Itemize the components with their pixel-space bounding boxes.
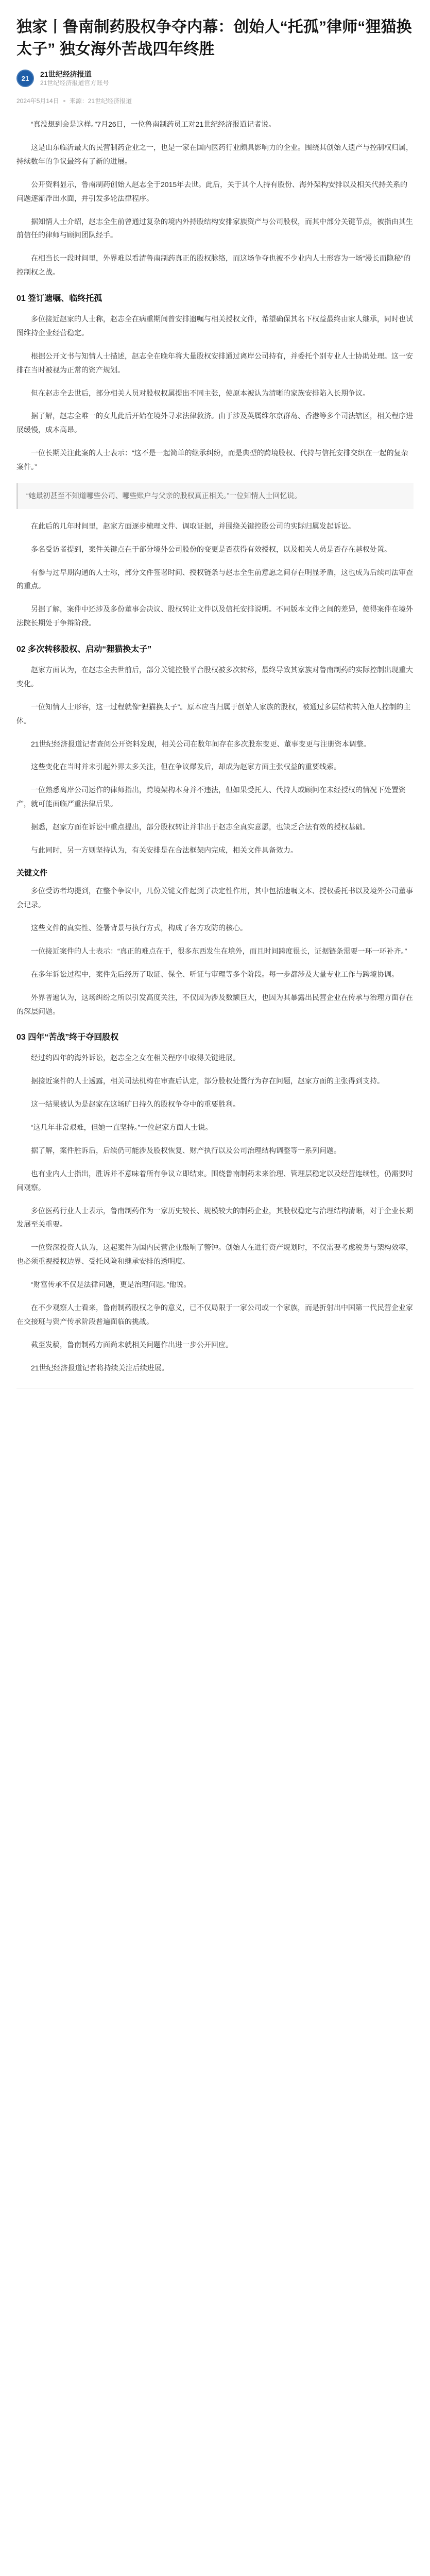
paragraph: 公开资料显示，鲁南制药创始人赵志全于2015年去世。此后，关于其个人持有股份、海外架构安排以及相关代持关系的问题逐渐浮出水面，并引发多轮法律程序。: [16, 180, 408, 202]
paragraph: 在多年诉讼过程中，案件先后经历了取证、保全、听证与审理等多个阶段。每一步都涉及大量专业工作与跨境协调。: [31, 970, 399, 978]
paragraph: 在相当长一段时间里，外界难以看清鲁南制药真正的股权脉络，而这场争夺也被不少业内人士形容为一场“漫长而隐秘”的控制权之战。: [16, 254, 411, 277]
paragraph: 截至发稿，鲁南制药方面尚未就相关问题作出进一步公开回应。: [31, 1340, 233, 1349]
paragraph: 多位医药行业人士表示，鲁南制药作为一家历史较长、规模较大的制药企业，其股权稳定与治理结构清晰，对于企业长期发展至关重要。: [16, 1206, 413, 1229]
paragraph: 21世纪经济报道记者将持续关注后续进展。: [31, 1363, 169, 1372]
paragraph: 经过约四年的海外诉讼，赵志全之女在相关程序中取得关键进展。: [31, 1054, 240, 1062]
paragraph: 根据公开文书与知情人士描述，赵志全在晚年将大量股权安排通过离岸公司持有，并委托个别专业人士协助处理。这一安排在当时被视为正常的资产规划。: [16, 351, 413, 374]
author-row: [16, 70, 414, 87]
author-name[interactable]: 21世纪经济报道: [40, 70, 92, 78]
paragraph: 一位熟悉离岸公司运作的律师指出，跨境架构本身并不违法，但如果受托人、代持人或顾问在未经授权的情况下处置资产，就可能面临严重法律后果。: [16, 786, 406, 808]
paragraph: 多位接近赵家的人士称，赵志全在病重期间曾安排遗嘱与相关授权文件，希望确保其名下权益最终由家人继承，同时也试图维持企业经营稳定。: [16, 315, 413, 337]
paragraph: 有参与过早期沟通的人士称，部分文件签署时间、授权链条与赵志全生前意愿之间存在明显矛盾，这也成为后续司法审查的重点。: [16, 568, 413, 590]
source-note: 来源：21世纪经济报道: [69, 97, 132, 105]
separator-dot: [63, 100, 65, 102]
paragraph: 与此同时，另一方则坚持认为，有关安排是在合法框架内完成，相关文件具备效力。: [31, 845, 298, 854]
section-title: 02 多次转移股权、启动“狸猫换太子”: [16, 645, 152, 654]
paragraph: 据悉，赵家方面在诉讼中重点提出，部分股权转让并非出于赵志全真实意愿，也缺乏合法有效的授权基础。: [31, 823, 370, 832]
meta-row: [16, 96, 414, 105]
paragraph: 在不少观察人士看来，鲁南制药股权之争的意义，已不仅局限于一家公司或一个家族，而是折射出中国第一代民营企业家在交接班与资产传承阶段普遍面临的挑战。: [16, 1303, 413, 1326]
paragraph: 一位资深投资人认为，这起案件为国内民营企业敲响了警钟。创始人在进行资产规划时，不仅需要考虑税务与架构效率，也必须重视授权边界、受托风险和继承安排的透明度。: [16, 1243, 413, 1266]
paragraph: 但在赵志全去世后，部分相关人员对股权权属提出不同主张，使原本被认为清晰的家族安排陷入长期争议。: [31, 388, 370, 397]
paragraph: 一位接近案件的人士表示：“真正的难点在于，很多东西发生在境外，而且时间跨度很长，证据链条需要一环一环补齐。”: [31, 946, 407, 955]
paragraph: 另据了解，案件中还涉及多份董事会决议、股权转让文件以及信托安排说明。不同版本文件之间的差异，使得案件在境外法院长期处于争辩阶段。: [16, 605, 413, 628]
paragraph: 一位知情人士形容，这一过程就像“狸猫换太子”。原本应当归属于创始人家族的股权，被通过多层结构转入他人控制的主体。: [16, 702, 411, 725]
paragraph: 这一结果被认为是赵家在这场旷日持久的股权争夺中的重要胜利。: [31, 1100, 240, 1109]
subsection-title: 关键文件: [16, 868, 48, 877]
paragraph: 这是山东临沂最大的民营制药企业之一，也是一家在国内医药行业颇具影响力的企业。围绕其创始人遗产与控制权归属，持续数年的争议最终有了新的进展。: [16, 143, 413, 165]
paragraph: 多位受访者均提到，在整个争议中，几份关键文件起到了决定性作用，其中包括遗嘱文本、授权委托书以及境外公司董事会记录。: [16, 887, 413, 909]
paragraph: 据知情人士介绍，赵志全生前曾通过复杂的境内外持股结构安排家族资产与公司股权，而其中部分关键节点，被指由其生前信任的律师与顾问团队经手。: [16, 217, 413, 240]
paragraph: 多名受访者提到，案件关键点在于部分境外公司股份的变更是否获得有效授权，以及相关人员是否存在越权处置。: [31, 545, 391, 553]
publish-time: 2024年5月14日: [16, 97, 59, 105]
paragraph: 这些文件的真实性、签署背景与执行方式，构成了各方攻防的核心。: [31, 924, 247, 933]
section-title: 01 签订遗嘱、临终托孤: [16, 294, 102, 303]
author-meta: [40, 70, 109, 87]
paragraph: “真没想到会是这样。”7月26日，一位鲁南制药员工对21世纪经济报道记者说。: [31, 120, 276, 129]
paragraph: 据了解，赵志全唯一的女儿此后开始在境外寻求法律救济。由于涉及英属维尔京群岛、香港等多个司法辖区，相关程序进展缓慢，成本高昂。: [16, 412, 413, 434]
section-title: 03 四年“苦战”终于夺回股权: [16, 1033, 119, 1042]
paragraph: 据接近案件的人士透露，相关司法机构在审查后认定，部分股权处置行为存在问题，赵家方面的主张得到支持。: [31, 1077, 384, 1086]
paragraph: 据了解，案件胜诉后，后续仍可能涉及股权恢复、财产执行以及公司治理结构调整等一系列问题。: [31, 1146, 341, 1155]
paragraph: 赵家方面认为，在赵志全去世前后，部分关键控股平台股权被多次转移，最终导致其家族对鲁南制药的实际控制出现重大变化。: [16, 666, 413, 688]
paragraph: “财富传承不仅是法律问题，更是治理问题。”他说。: [31, 1280, 191, 1289]
paragraph: 也有业内人士指出，胜诉并不意味着所有争议立即结束。围绕鲁南制药未来治理、管理层稳定以及经营连续性，仍需要时间观察。: [16, 1169, 413, 1192]
article-title: 独家丨鲁南制药股权争夺内幕：创始人“托孤”律师“狸猫换太子” 独女海外苦战四年终胜: [16, 19, 412, 58]
paragraph: 一位长期关注此案的人士表示：“这不是一起简单的继承纠纷，而是典型的跨境股权、代持与信托安排交织在一起的复杂案件。”: [16, 449, 408, 471]
article-content: [16, 117, 414, 1388]
avatar[interactable]: 21: [16, 70, 34, 87]
paragraph: 21世纪经济报道记者查阅公开资料发现，相关公司在数年间存在多次股东变更、董事变更与注册资本调整。: [31, 739, 371, 748]
paragraph: “这几年非常艰难，但她一直坚持。”一位赵家方面人士说。: [31, 1123, 213, 1132]
paragraph: 外界普遍认为，这场纠纷之所以引发高度关注，不仅因为涉及数额巨大，也因为其暴露出民营企业在传承与治理方面存在的深层问题。: [16, 993, 413, 1015]
author-subline: 21世纪经济报道官方账号: [40, 79, 109, 87]
paragraph: 在此后的几年时间里，赵家方面逐步梳理文件、调取证据，并围绕关键控股公司的实际归属发起诉讼。: [31, 521, 355, 530]
paragraph: 这些变化在当时并未引起外界太多关注，但在争议爆发后，却成为赵家方面主张权益的重要线索。: [31, 762, 341, 771]
quote-block: “她最初甚至不知道哪些公司、哪些账户与父亲的股权真正相关。”一位知情人士回忆说。: [16, 483, 414, 509]
